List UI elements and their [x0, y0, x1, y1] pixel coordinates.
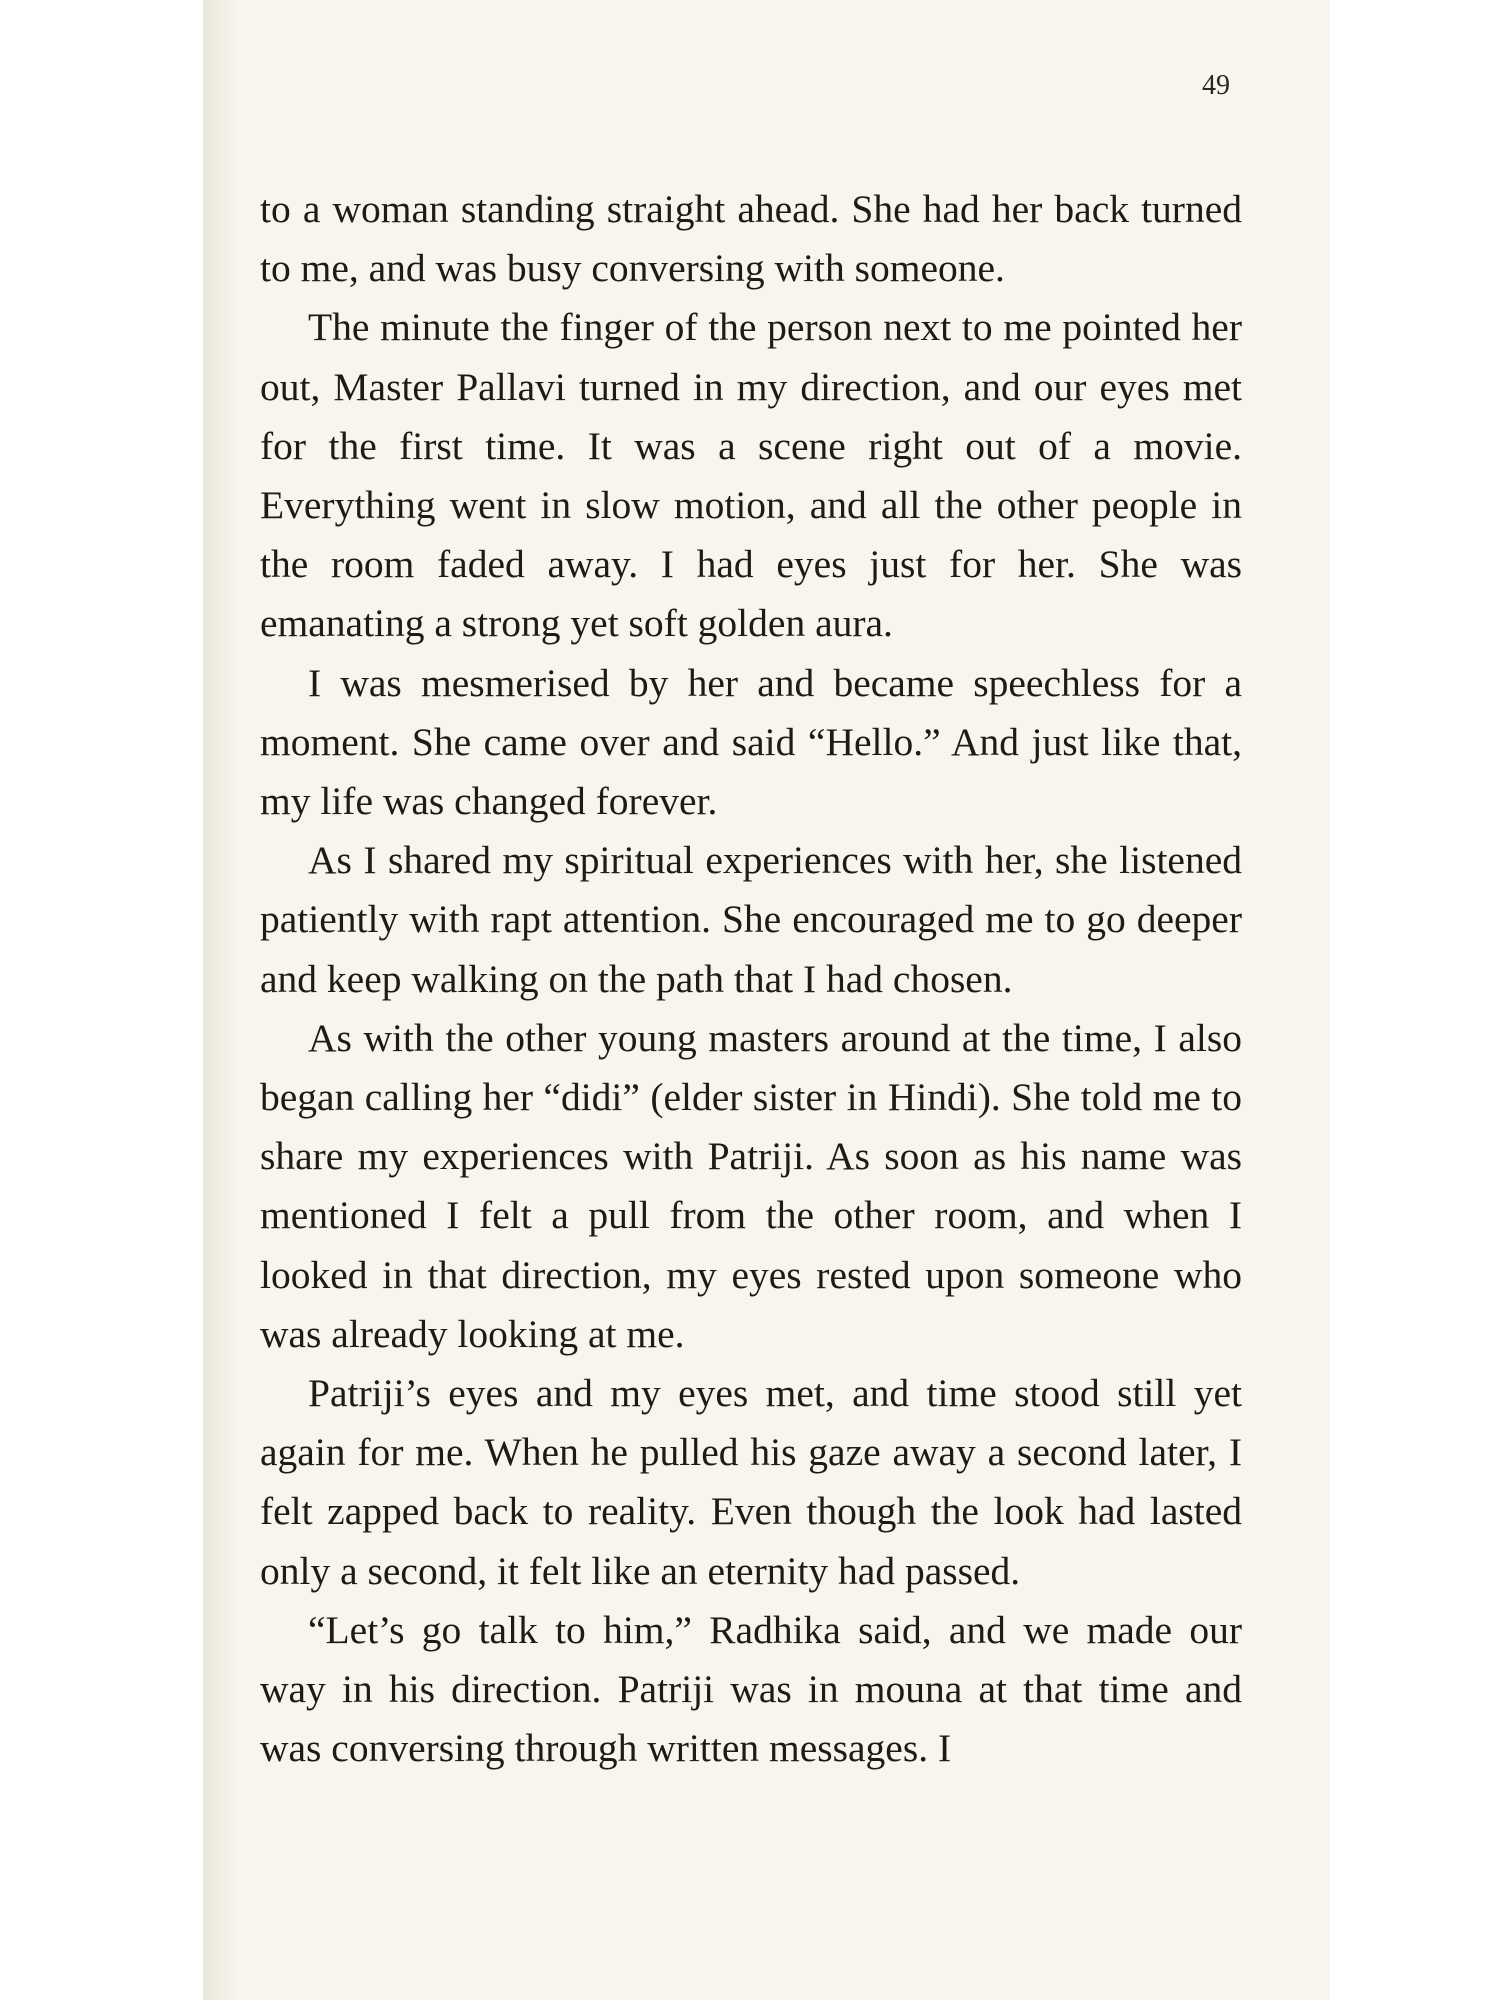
book-page: [203, 0, 1330, 2000]
paragraph-1: to a woman standing straight ahead. She had her back turned to me, and was busy conversing with someone.: [260, 187, 1242, 291]
paragraph-2: The minute the finger of the person next to me pointed her out, Master Pallavi turned in my direction, and our eyes met for the first time. It was a scene right out of a movie. Everything went in slow motion, and all the other people in the room faded away. I had eyes just for her. She was emanating a strong yet soft golden aura.: [260, 305, 1242, 646]
paragraph-5: As with the other young masters around at the time, I also began calling her “didi” (elder sister in Hindi). She told me to share my experiences with Patriji. As soon as his name was mentioned I felt a pull from the other room, and when I looked in that direction, my eyes rested upon someone who was already looking at me.: [260, 1015, 1242, 1356]
body-text: [260, 180, 1242, 1778]
paragraph-6: Patriji’s eyes and my eyes met, and time stood still yet again for me. When he pulled his gaze away a second later, I felt zapped back to reality. Even though the look had lasted only a second, it felt like an eternity had passed.: [260, 1371, 1242, 1593]
page-gutter-shadow: [203, 0, 241, 2000]
page-number: 49: [1202, 70, 1230, 101]
paragraph-3: I was mesmerised by her and became speechless for a moment. She came over and said “Hello.” And just like that, my life was changed forever.: [260, 660, 1242, 824]
paragraph-4: As I shared my spiritual experiences with her, she listened patiently with rapt attention. She encouraged me to go deeper and keep walking on the path that I had chosen.: [260, 838, 1242, 1001]
paragraph-7: “Let’s go talk to him,” Radhika said, and we made our way in his direction. Patriji was in mouna at that time and was conversing through written messages. I: [260, 1607, 1242, 1771]
